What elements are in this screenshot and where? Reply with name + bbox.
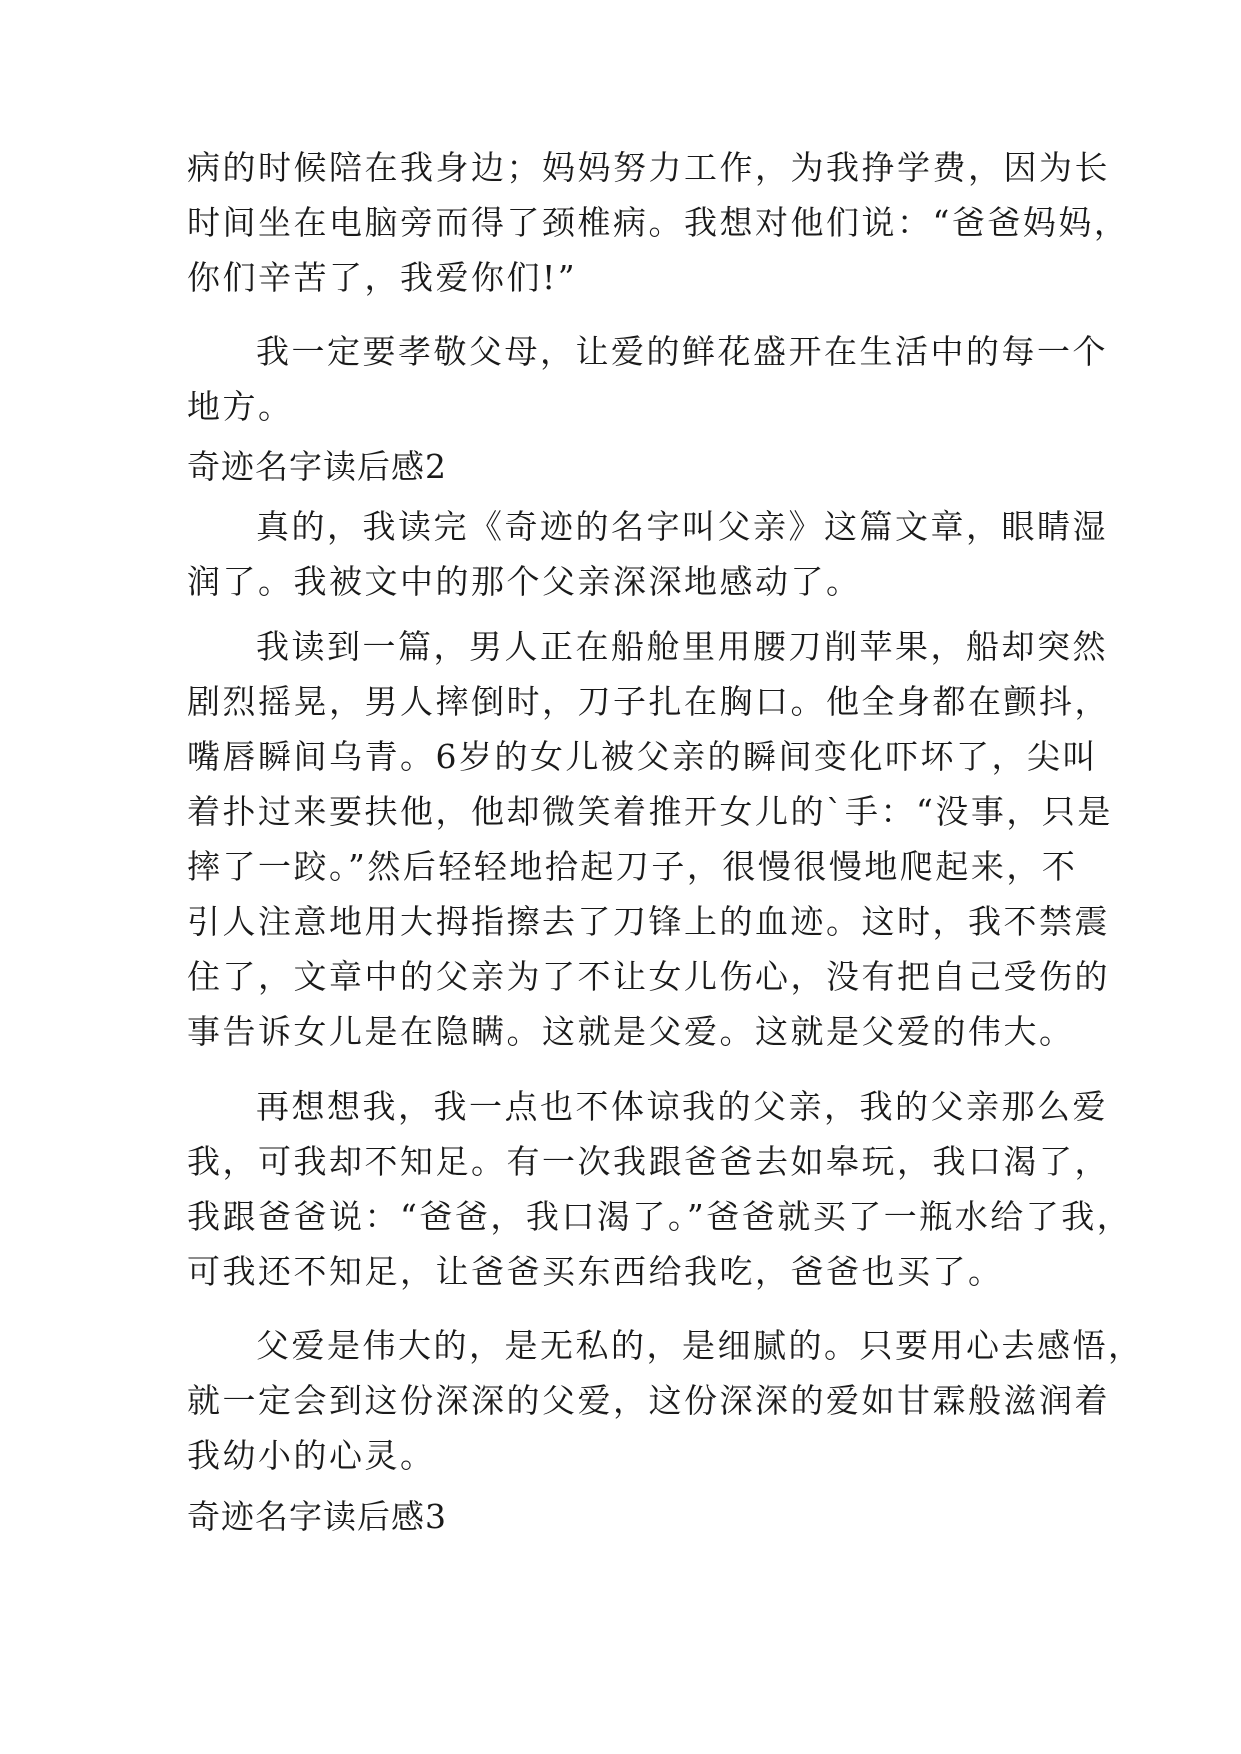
- text-line: 剧烈摇晃，男人摔倒时，刀子扎在胸口。他全身都在颤抖，: [187, 682, 1110, 721]
- text-line: 住了，文章中的父亲为了不让女儿伤心，没有把自己受伤的: [187, 957, 1110, 996]
- text-line: 引人注意地用大拇指擦去了刀锋上的血迹。这时，我不禁震: [187, 902, 1110, 941]
- text-line: 我，可我却不知足。有一次我跟爸爸去如皋玩，我口渴了，: [187, 1142, 1110, 1181]
- paragraph-first-line: 父爱是伟大的，是无私的，是细腻的。只要用心去感悟，: [256, 1326, 1144, 1365]
- text-line: 着扑过来要扶他，他却微笑着推开女儿的`手：“没事，只是: [187, 792, 1113, 831]
- text-line: 事告诉女儿是在隐瞒。这就是父爱。这就是父爱的伟大。: [187, 1012, 1075, 1051]
- text-line: 润了。我被文中的那个父亲深深地感动了。: [187, 562, 862, 601]
- text-line: 我跟爸爸说：“爸爸，我口渴了。”爸爸就买了一瓶水给了我，: [187, 1197, 1133, 1236]
- paragraph-first-line: 我一定要孝敬父母，让爱的鲜花盛开在生活中的每一个: [256, 332, 1108, 371]
- text-line: 地方。: [187, 387, 294, 426]
- text-line: 嘴唇瞬间乌青。6岁的女儿被父亲的瞬间变化吓坏了，尖叫: [187, 737, 1098, 776]
- section-heading: 奇迹名字读后感3: [187, 1497, 447, 1536]
- paragraph-first-line: 真的，我读完《奇迹的名字叫父亲》这篇文章，眼睛湿: [256, 507, 1108, 546]
- text-line: 我幼小的心灵。: [187, 1436, 436, 1475]
- paragraph-first-line: 我读到一篇，男人正在船舱里用腰刀削苹果，船却突然: [256, 627, 1108, 666]
- paragraph-first-line: 再想想我，我一点也不体谅我的父亲，我的父亲那么爱: [256, 1087, 1108, 1126]
- text-line: 可我还不知足，让爸爸买东西给我吃，爸爸也买了。: [187, 1252, 1004, 1291]
- text-line: 你们辛苦了，我爱你们!”: [187, 258, 578, 297]
- text-line: 就一定会到这份深深的父爱，这份深深的爱如甘霖般滋润着: [187, 1381, 1110, 1420]
- text-line: 病的时候陪在我身边；妈妈努力工作，为我挣学费，因为长: [187, 148, 1110, 187]
- text-line: 时间坐在电脑旁而得了颈椎病。我想对他们说：“爸爸妈妈，: [187, 203, 1130, 242]
- text-line: 摔了一跤。”然后轻轻地拾起刀子，很慢很慢地爬起来，不: [187, 847, 1078, 886]
- section-heading: 奇迹名字读后感2: [187, 447, 447, 486]
